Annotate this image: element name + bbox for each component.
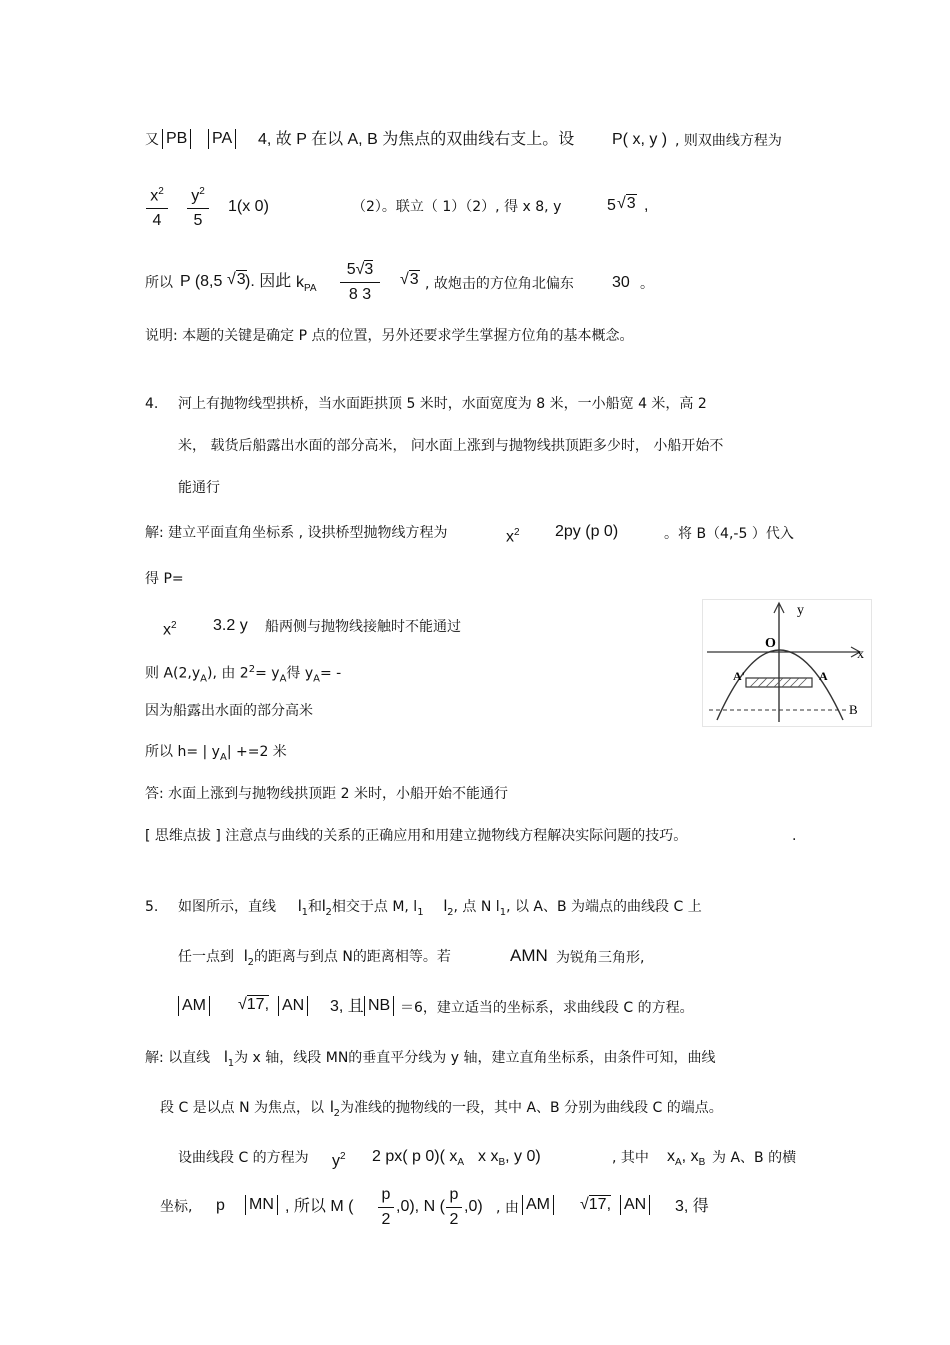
- sqrt17-2: √17,: [580, 1196, 612, 1213]
- label-b: B: [849, 702, 858, 717]
- s5-line4e: , 由: [496, 1200, 519, 1216]
- label-o: O: [765, 636, 776, 651]
- frac-p-2-b: [446, 1185, 462, 1230]
- q4-line1: 河上有抛物线型拱桥，当水面距拱顶 5 米时，水面宽度为 8 米，一小船宽 4 米，高 2: [178, 396, 707, 412]
- text-you: 又: [145, 132, 159, 148]
- frac-bar: [146, 208, 168, 209]
- parabola-figure: [702, 599, 872, 727]
- s5-p: p: [216, 1197, 225, 1214]
- s5-line4d: ,0): [464, 1198, 483, 1215]
- line3-tail: , 故炮击的方位角北偏东: [425, 276, 574, 292]
- s4-2py: 2py (p 0): [555, 523, 619, 540]
- sqrt3-c: √3: [400, 271, 419, 288]
- frac-num: 5√3: [346, 261, 374, 278]
- angle-30: 30: [612, 274, 630, 291]
- line3-text: ). 因此: [245, 273, 292, 290]
- q5-line2-tail: 为锐角三角形,: [556, 950, 645, 966]
- abs-am-2-inner: AM: [522, 1195, 554, 1215]
- parabola-svg: [703, 600, 871, 726]
- abs-am-2: [522, 1195, 554, 1215]
- frac-bar: [446, 1207, 462, 1208]
- s5-xa-xb: $x_A$, $x_B$: [667, 1148, 706, 1169]
- abs-an-inner: AN: [278, 996, 308, 1016]
- label-a: A: [819, 669, 828, 683]
- tip-dot: .: [792, 828, 797, 844]
- q5-number: 5.: [145, 899, 159, 915]
- frac-p-2-a: [378, 1185, 394, 1230]
- frac-den: 4: [152, 212, 162, 230]
- frac-bar: [187, 208, 209, 209]
- s5-line4f: 3, 得: [675, 1198, 709, 1215]
- s5-line1: 解: 以直线 $l_1$为 x 轴，线段 MN的垂直平分线为 y 轴，建立直角坐标系，由条件可知，曲线: [145, 1049, 716, 1069]
- s4-answer: 答: 水面上涨到与抛物线拱顶距 2 米时，小船开始不能通行: [145, 786, 508, 802]
- s5-parabola-eq: 2 px( p 0)( $x_A$ x $x_B$, y 0): [372, 1148, 541, 1169]
- frac-den: 2: [449, 1211, 459, 1228]
- abs-nb-inner: NB: [364, 996, 394, 1016]
- frac-bar: [340, 282, 380, 283]
- frac-kpa: [340, 260, 380, 305]
- s4-line1-tail: 。将 B（4,-5 ）代入: [664, 526, 794, 542]
- point-p: P( x, y ): [612, 131, 668, 148]
- eq-one: 1(x 0): [228, 198, 269, 215]
- frac-den: 5: [193, 212, 203, 230]
- abs-an-2-inner: AN: [620, 1195, 650, 1215]
- thinking-tip: [ 思维点拔 ] 注意点与曲线的关系的正确应用和用建立抛物线方程解决实际问题的技巧。: [145, 828, 688, 844]
- s5-line4c: ,0), N (: [396, 1198, 445, 1215]
- s4-line1: 解: 建立平面直角坐标系 , 设拱桥型抛物线方程为: [145, 525, 448, 541]
- s5-line3b: , 其中: [612, 1150, 649, 1166]
- s5-line3c: 为 A、B 的横: [712, 1150, 797, 1166]
- q5-line3-mid: 3, 且: [330, 998, 364, 1015]
- point-p-coord: P (8,5: [180, 273, 223, 290]
- abs-pa: [208, 129, 236, 149]
- sqrt3-a: √3: [617, 195, 636, 212]
- s4-line4: 则 $A(2,y_A)$, 由 $2^2= y_A$得 $y_A=$ -: [145, 664, 342, 685]
- q4-line2: 米， 载货后船露出水面的部分高米， 问水面上涨到与抛物线拱顶距多少时， 小船开始不: [178, 438, 724, 454]
- abs-mn-inner: MN: [245, 1195, 278, 1215]
- frac-num: $y^2$: [191, 186, 205, 205]
- q5-line2: 任一点到 $l_2$的距离与到点 N的距离相等。若: [178, 948, 451, 968]
- s5-y2: $y^2$: [332, 1151, 346, 1170]
- text-suoyi: 所以: [145, 275, 173, 291]
- q4-number: 4.: [145, 396, 159, 412]
- label-x: x: [857, 647, 864, 662]
- q5-line1: 如图所示，直线 $l_1$和$l_2$相交于点 M, $l_1$ $l_2$, 点 N $l_1$, 以 A、B 为端点的曲线段 C 上: [178, 898, 702, 918]
- k-symbol: $k_{PA}$: [296, 274, 317, 295]
- label-y: y: [797, 603, 804, 618]
- abs-an: [278, 996, 308, 1016]
- s4-line6: 所以 h= | $y_A| +=2$ 米: [145, 744, 287, 763]
- abs-pa-inner: PA: [208, 129, 236, 149]
- abs-pb: [162, 129, 191, 149]
- abs-am: [178, 996, 210, 1016]
- q4-line3: 能通行: [178, 480, 220, 496]
- note-text: 说明: 本题的关键是确定 P 点的位置，另外还要求学生掌握方位角的基本概念。: [145, 328, 634, 344]
- abs-nb: [364, 996, 394, 1016]
- sqrt17: √17,: [238, 996, 270, 1013]
- line1-text: 4, 故 P 在以 A, B 为焦点的双曲线右支上。设: [258, 131, 575, 148]
- label-a-prime: A': [733, 669, 745, 683]
- frac-y2-5: [187, 182, 209, 231]
- s5-line2: 段 C 是以点 N 为焦点，以 $l_2$为准线的抛物线的一段，其中 A、B 分别为曲线段 C 的端点。: [160, 1099, 723, 1119]
- abs-mn: [245, 1195, 278, 1215]
- s4-32y: 3.2 y: [213, 617, 248, 634]
- frac-bar: [378, 1207, 394, 1208]
- abs-pb-inner: PB: [162, 129, 191, 149]
- line2-comma: ,: [644, 197, 649, 214]
- s4-line3: 船两侧与抛物线接触时不能通过: [265, 619, 461, 635]
- s4-x2: $x^2$: [506, 527, 520, 546]
- line2-five: 5: [607, 197, 616, 214]
- frac-num: p: [449, 1186, 459, 1203]
- abs-an-2: [620, 1195, 650, 1215]
- s4-line5: 因为船露出水面的部分高米: [145, 703, 313, 719]
- sqrt3-b: √3: [227, 271, 246, 288]
- s5-line4a: 坐标,: [160, 1199, 193, 1215]
- triangle-amn: AMN: [510, 946, 548, 965]
- line3-end: 。: [640, 276, 654, 292]
- line1-tail: , 则双曲线方程为: [675, 133, 782, 149]
- frac-num: $x^2$: [150, 186, 164, 205]
- frac-den: 2: [381, 1211, 391, 1228]
- frac-x2-4: [146, 182, 168, 231]
- q5-line3-tail: ＝6，建立适当的坐标系，求曲线段 C 的方程。: [400, 1000, 694, 1016]
- s5-line3a: 设曲线段 C 的方程为: [178, 1150, 309, 1166]
- line2-text: （2）。联立（ 1）（2）, 得 x 8, y: [352, 199, 562, 215]
- abs-am-inner: AM: [178, 996, 210, 1016]
- s4-x2b: $x^2$: [163, 620, 177, 639]
- frac-den: 8 3: [348, 286, 372, 303]
- s4-line2: 得 P=: [145, 571, 184, 587]
- frac-num: p: [381, 1186, 391, 1203]
- s5-line4b: , 所以 M (: [285, 1198, 354, 1215]
